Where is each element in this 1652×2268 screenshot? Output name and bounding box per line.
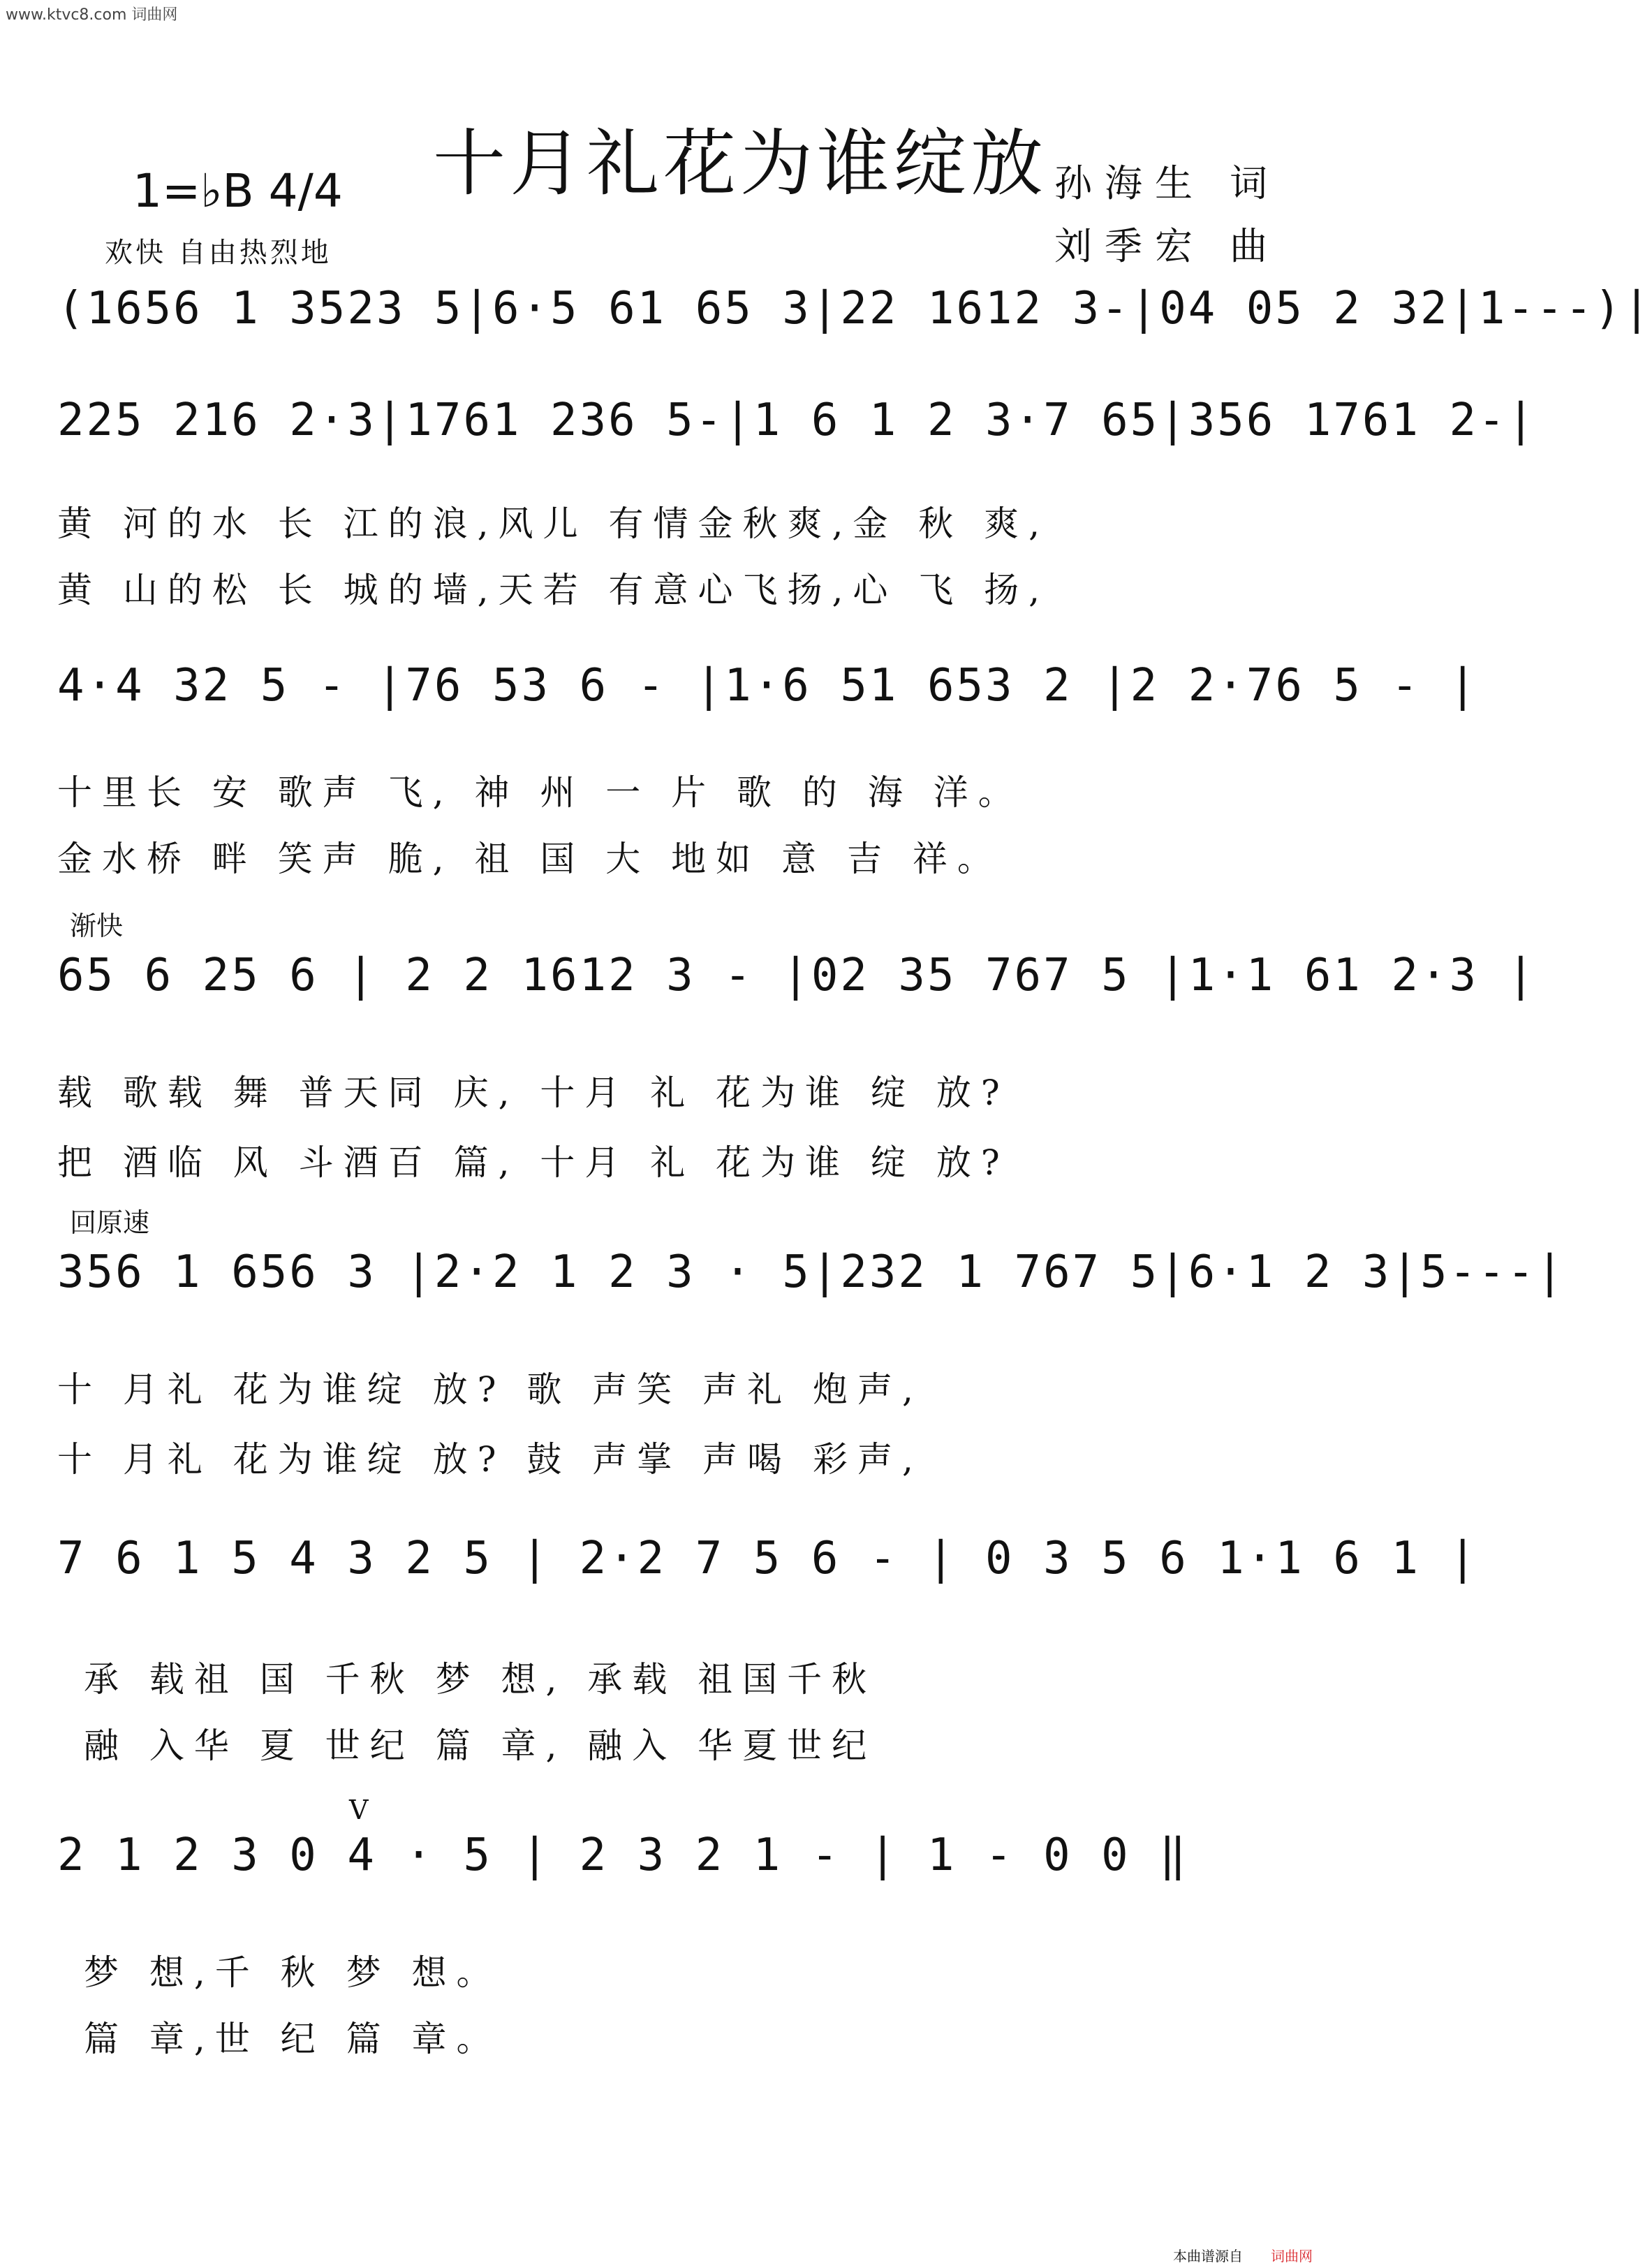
lyric-verse-2: 十 月礼 花为谁绽 放? 鼓 声掌 声喝 彩声,: [57, 1439, 923, 1480]
notation-line: (1656 1 3523 5|6·5 61 65 3|22 1612 3-|04 05 2 32|1---)|: [57, 283, 1652, 334]
notation-line: 225 216 2·3|1761 236 5-|1 6 1 2 3·7 65|356 1761 2-|: [57, 395, 1537, 446]
notation-line: 7 6 1 5 4 3 2 5 | 2·2 7 5 6 - | 0 3 5 6 1·1 6 1 |: [57, 1533, 1479, 1584]
tempo-direction: 渐快: [70, 911, 124, 941]
composer-credit: 刘季宏 曲: [1054, 224, 1281, 268]
watermark: www.ktvc8.com 词曲网: [6, 6, 178, 24]
lyric-verse-1: 梦 想,千 秋 梦 想。: [84, 1952, 501, 1993]
lyric-verse-2: 融 入华 夏 世纪 篇 章, 融入 华夏世纪: [84, 1725, 877, 1766]
notation-line: 2 1 2 3 0 4 · 5 | 2 3 2 1 - | 1 - 0 0 ‖: [57, 1829, 1188, 1881]
notation-line: 356 1 656 3 |2·2 1 2 3 · 5|232 1 767 5|6·1 2 3|5---|: [57, 1246, 1565, 1298]
lyric-verse-1: 十里长 安 歌声 飞, 神 州 一 片 歌 的 海 洋。: [57, 772, 1023, 813]
lyric-verse-1: 黄 河的水 长 江的浪,风儿 有情金秋爽,金 秋 爽,: [57, 503, 1050, 544]
breath-mark: V: [349, 1795, 369, 1825]
lyric-verse-2: 篇 章,世 纪 篇 章。: [84, 2019, 501, 2059]
song-title: 十月礼花为谁绽放: [433, 121, 1048, 206]
lyric-verse-2: 黄 山的松 长 城的墙,天若 有意心飞扬,心 飞 扬,: [57, 570, 1050, 610]
notation-line: 4·4 32 5 - |76 53 6 - |1·6 51 653 2 |2 2·76 5 - |: [57, 660, 1479, 712]
footer-site-logo: 词曲网: [1271, 2248, 1313, 2265]
notation-line: 65 6 25 6 | 2 2 1612 3 - |02 35 767 5 |1·1 61 2·3 |: [57, 950, 1537, 1001]
lyric-verse-2: 金水桥 畔 笑声 脆, 祖 国 大 地如 意 吉 祥。: [57, 839, 1002, 879]
lyric-verse-1: 十 月礼 花为谁绽 放? 歌 声笑 声礼 炮声,: [57, 1369, 923, 1410]
lyricist-credit: 孙海生 词: [1054, 161, 1281, 205]
lyric-verse-2: 把 酒临 风 斗酒百 篇, 十月 礼 花为谁 绽 放?: [57, 1142, 1010, 1183]
lyric-verse-1: 载 歌载 舞 普天同 庆, 十月 礼 花为谁 绽 放?: [57, 1073, 1010, 1113]
lyric-verse-1: 承 载祖 国 千秋 梦 想, 承载 祖国千秋: [84, 1659, 877, 1700]
tempo-marking: 欢快 自由热烈地: [105, 237, 332, 269]
footer-source-label: 本曲谱源自: [1173, 2248, 1243, 2265]
tempo-direction: 回原速: [70, 1207, 150, 1238]
key-signature: 1=♭B 4/4: [133, 164, 343, 218]
